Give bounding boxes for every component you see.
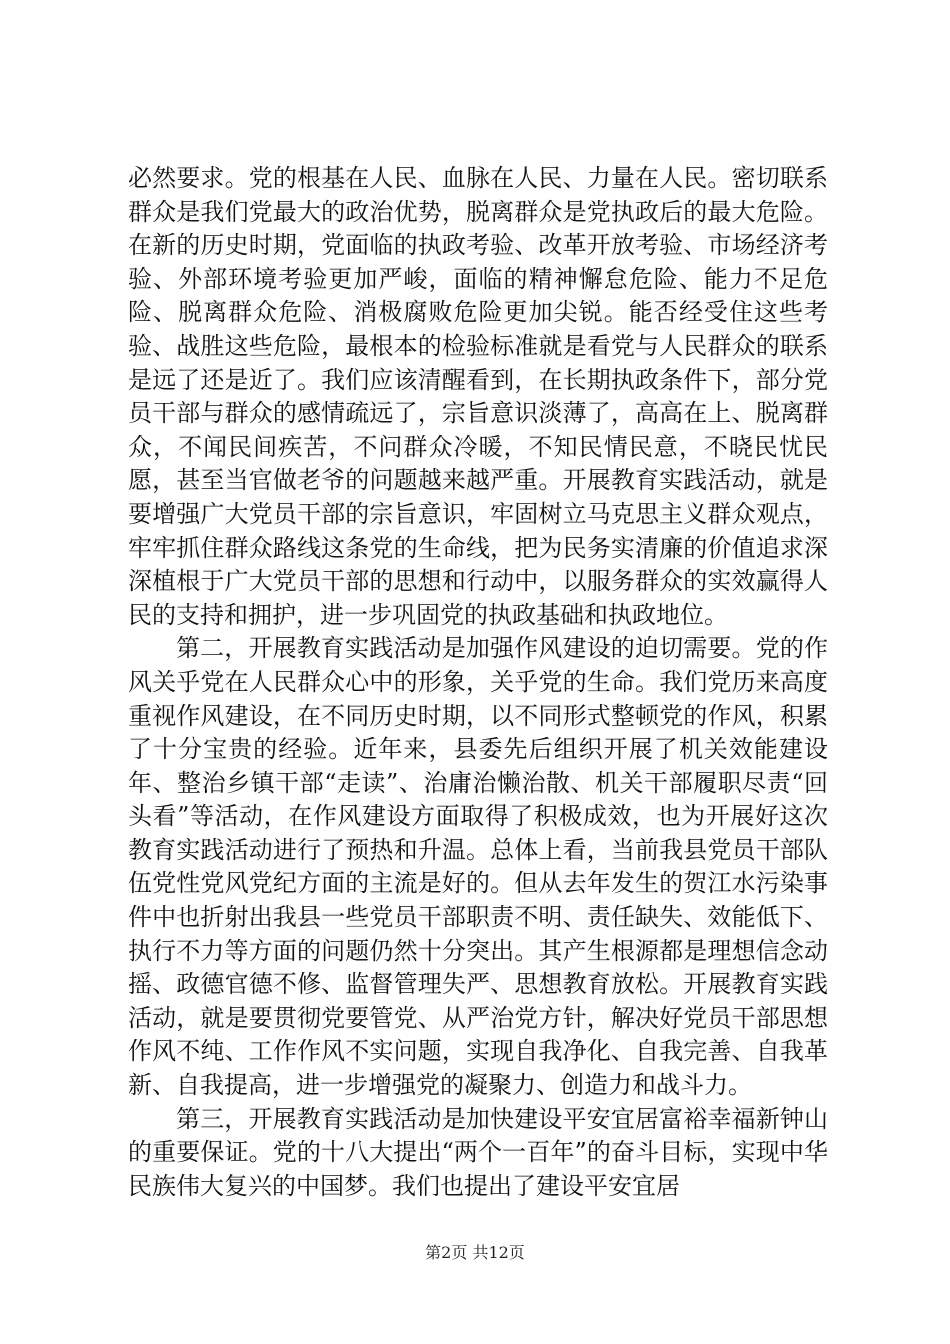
document-body [128, 162, 828, 1203]
paragraph-2: 第二，开展教育实践活动是加强作风建设的迫切需要。党的作风关乎党在人民群众心中的形象，关乎党的生命。我们党历来高度重视作风建设，在不同历史时期，以不同形式整顿党的作风，积累了十分宝贵的经验。近年来，县委先后组织开展了机关效能建设年、整治乡镇干部“走读”、治庸治懒治散、机关干部履职尽责“回头看”等活动，在作风建设方面取得了积极成效，也为开展好这次教育实践活动进行了预热和升温。总体上看，当前我县党员干部队伍党性党风党纪方面的主流是好的。但从去年发生的贺江水污染事件中也折射出我县一些党员干部职责不明、责任缺失、效能低下、执行不力等方面的问题仍然十分突出。其产生根源都是理想信念动摇、政德官德不修、监督管理失严、思想教育放松。开展教育实践活动，就是要贯彻党要管党、从严治党方针，解决好党员干部思想作风不纯、工作作风不实问题，实现自我净化、自我完善、自我革新、自我提高，进一步增强党的凝聚力、创造力和战斗力。 [128, 634, 828, 1100]
page-footer: 第2页 共12页 [425, 1243, 525, 1262]
paragraph-1: 必然要求。党的根基在人民、血脉在人民、力量在人民。密切联系群众是我们党最大的政治优势，脱离群众是党执政后的最大危险。在新的历史时期，党面临的执政考验、改革开放考验、市场经济考验、外部环境考验更加严峻，面临的精神懈怠危险、能力不足危险、脱离群众危险、消极腐败危险更加尖锐。能否经受住这些考验、战胜这些危险，最根本的检验标准就是看党与人民群众的联系是远了还是近了。我们应该清醒看到，在长期执政条件下，部分党员干部与群众的感情疏远了，宗旨意识淡薄了，高高在上、脱离群众，不闻民间疾苦，不问群众冷暖，不知民情民意，不晓民忧民愿，甚至当官做老爷的问题越来越严重。开展教育实践活动，就是要增强广大党员干部的宗旨意识，牢固树立马克思主义群众观点，牢牢抓住群众路线这条党的生命线，把为民务实清廉的价值追求深深植根于广大党员干部的思想和行动中，以服务群众的实效赢得人民的支持和拥护，进一步巩固党的执政基础和执政地位。 [128, 164, 828, 629]
paragraph-3: 第三，开展教育实践活动是加快建设平安宜居富裕幸福新钟山的重要保证。党的十八大提出“两个一百年”的奋斗目标，实现中华民族伟大复兴的中国梦。我们也提出了建设平安宜居 [128, 1104, 828, 1200]
